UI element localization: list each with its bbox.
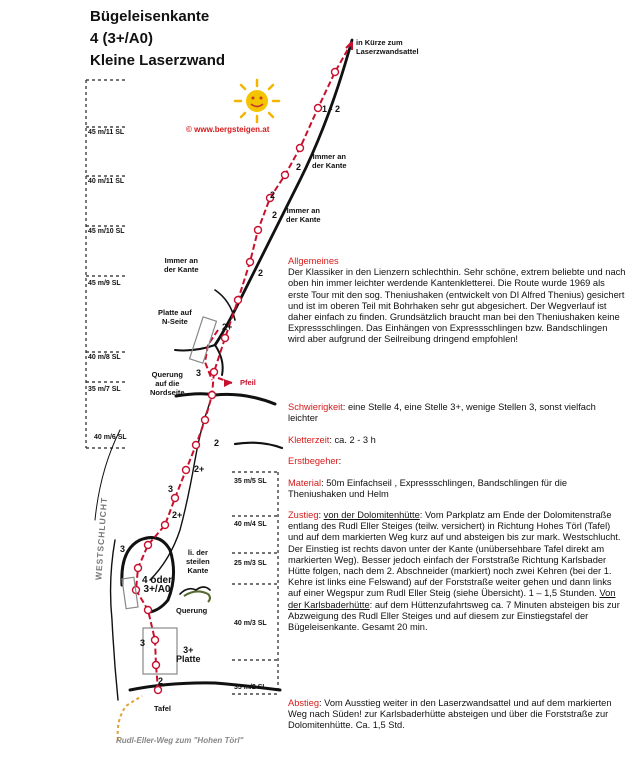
tafel-label: Tafel [154, 704, 171, 713]
pitch-label: 35 m/7 SL [88, 386, 121, 393]
querung-label: Querung [176, 606, 208, 615]
zustieg-text2: : auf dem Hüttenzufahrtsweg ca. 7 Minuten absteigen bis zur Abzweigung des Rudl Eller Steiges und auf diesem zur Einstiegstafel der Bügeleisenkante. Gesamt 20 min. [288, 599, 620, 633]
pitch-label: 45 m/11 SL [88, 129, 125, 136]
pitch-label: 45 m/10 SL [88, 228, 125, 235]
copyright-text: © www.bergsteigen.at [186, 125, 270, 134]
grade-label: 2 [158, 676, 164, 686]
pitch-label: 40 m/11 SL [88, 178, 125, 185]
allgemeines-heading: Allgemeines [288, 256, 339, 266]
approach-trail [118, 696, 142, 740]
grade-label: 2 [214, 438, 220, 448]
grade-label: 2 [270, 190, 276, 200]
pitch-scale-right [232, 472, 278, 694]
abstieg-heading: Abstieg [288, 698, 320, 708]
pitch-label: 25 m/3 SL [234, 560, 267, 567]
section-allgemeines [288, 256, 626, 346]
section-material [288, 478, 626, 500]
westschlucht-label: WESTSCHLUCHT [93, 496, 110, 581]
platte-nseite-label: Platte auf N-Seite [158, 308, 192, 326]
grade-label: 2 [258, 268, 264, 278]
querung-nord-label: Querung auf die Nordseite [150, 370, 185, 397]
section-zustieg: Zustieg: von der Dolomitenhütte: Vom Parkplatz am Ende der Dolomitenstraße entlang des Rudl Eller Steiges (teilw. versichert) in Richtung Hohes Törl (Tafel) und auf dem markierten Weg kurz auf und absteigen bis zur mark. Westschlucht. Der Einstieg ist rechts davon unter der Kante (unübersehbare Tafel direkt am markierten Weg). Besser jedoch einfach der Forststraße Richtung Karlsbader Hütte folgen, nach dem 2. Abschneider (markiert) noch zwei Kehren (bei der 1. Kehre ist links eine Felswand) auf der Forststraße weiter gehen und dann links auf einer Wegspur zum Rudl Eller Steig (siehe Übersicht). 1 – 1,5 Stunden. Von der Karlsbaderhütte: auf dem Hüttenzufahrtsweg ca. 7 Minuten absteigen bis zur Abzweigung des Rudl Eller Steiges und auf diesem zur Einstiegstafel der Bügeleisenkante. Gesamt 20 min. [288, 510, 621, 633]
abstieg-text: : Vom Ausstieg weiter in den Laserzwandsattel und auf dem markierten Weg nach Süden! zur Karlsbaderhütte absteigen und über die Forststraße zur Dolomitenhütte. Ca. 1,5 Std. [288, 698, 612, 731]
section-erstbegeher [288, 456, 626, 467]
allgemeines-text: Der Klassiker in den Lienzern schlechthin. Sehr schöne, extrem beliebte und nach oben hin immer leichter werdende Kantenkletterei. Die Route wurde 1969 als erste Tour mit den sog. Theniushaken (entwickelt von DI Alfred Thenius) gesichert und ist im oberen Teil mit Bohrhaken sehr gut abgesichert. Der Wegverlauf ist daher einfach zu finden. Grundsätzlich braucht man bei den Theniushaken keine Expressschlingen. Das Einhängen von Expressschlingen bzw. Bandschlingen wird aber aufgrund der Seilreibung dringend empfohlen! [288, 267, 626, 345]
zustieg-text1: : Vom Parkplatz am Ende der Dolomitenstraße entlang des Rudl Eller Steiges (teilw. versichert) in Richtung Hohes Törl (Tafel) und auf dem markierten Weg kurz auf und absteigen bis zur mark. Westschlucht. Der Einstieg ist rechts davon unter der Kante (unübersehbare Tafel direkt am markierten Weg). Besser jedoch einfach der Forststraße Richtung Karlsbader Hütte folgen, nach dem 2. Abschneider (markiert) noch zwei Kehren (bei der 1. Kehre ist links eine Felswand) auf der Forststraße weiter gehen und dann links auf einer Wegspur zum Rudl Eller Steig (siehe Übersicht). 1 – 1,5 Stunden. [288, 510, 621, 599]
grade-label: 1 - 2 [322, 104, 341, 114]
immer-label: Immer an der Kante [312, 152, 347, 170]
top-note: in Kürze zum Laserzwandsattel [356, 38, 419, 56]
erstbegeher-heading: Erstbegeher [288, 456, 339, 466]
route-wall: Kleine Laserzwand [90, 52, 226, 69]
grade-label: 2 [296, 162, 302, 172]
section-schwierigkeit [288, 402, 626, 424]
platte-label: 3+ Platte [176, 645, 201, 664]
querung-mark [184, 591, 210, 602]
material-text: : 50m Einfachseil , Expressschlingen, Bandschlingen für die Theniushaken und Helm [288, 478, 568, 500]
grade-label: 2+ [172, 510, 183, 520]
pfeil-label: Pfeil [240, 378, 256, 387]
erstbegeher-text: : [338, 456, 342, 466]
section-kletterzeit [288, 435, 626, 446]
zustieg-sub2: Von der Karlsbaderhütte [288, 588, 616, 610]
kletterzeit-text: : ca. 2 - 3 h [329, 435, 376, 445]
pitch-label: 40 m/8 SL [88, 354, 121, 361]
grade-label: 3 [168, 484, 174, 494]
immer-label: Immer an der Kante [286, 206, 321, 224]
immer-label: Immer an der Kante [164, 256, 199, 274]
pitch-label: 40 m/6 SL [94, 434, 127, 441]
zustieg-heading: Zustieg [288, 510, 319, 520]
grade-label: 3 [196, 368, 202, 378]
schwierigkeit-heading: Schwierigkeit [288, 402, 343, 412]
pitch-label: 35 m/5 SL [234, 478, 267, 485]
pitch-label: 40 m/4 SL [234, 521, 267, 528]
material-heading: Material [288, 478, 322, 488]
route-grade: 4 (3+/A0) [90, 30, 153, 47]
pitch-label: 35 m/2 SL [234, 684, 267, 691]
oder-label: 4 oder 3+/A0 [142, 575, 173, 595]
rudl-eller-label: Rudl-Eller-Weg zum "Hohen Törl" [116, 736, 244, 745]
route-title: Bügeleisenkante [90, 8, 210, 25]
pfeil-arrow [224, 379, 232, 387]
schwierigkeit-text: : eine Stelle 4, eine Stelle 3+, wenige Stellen 3, sonst vielfach leichter [288, 402, 596, 424]
zustieg-sub1: von der Dolomitenhütte [323, 510, 420, 520]
grade-label: 2+ [222, 322, 233, 332]
pitch-label: 45 m/9 SL [88, 280, 121, 287]
grade-label: 3 [140, 638, 146, 648]
grade-label: 3 [120, 544, 126, 554]
grade-label: 2 [272, 210, 278, 220]
grade-label: 2+ [194, 464, 205, 474]
li-kante-label: li. der steilen Kante [186, 548, 210, 575]
pitch-label: 40 m/3 SL [234, 620, 267, 627]
kletterzeit-heading: Kletterzeit [288, 435, 330, 445]
section-abstieg [288, 698, 626, 732]
